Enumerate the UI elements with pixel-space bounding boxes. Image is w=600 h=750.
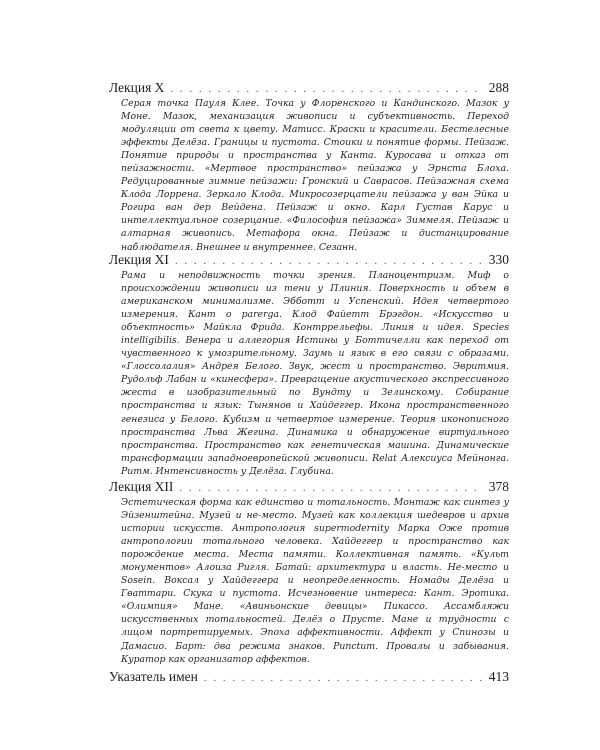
toc-entry-heading[interactable] xyxy=(109,80,509,97)
toc-entry-description: Эстетическая форма как единство и тотальность. Монтаж как синтез у Эйзенштейна. Музей и не-место. Музей как коллекция шедевров и архив истории искусств. Антропология supermodernity Марка Оже против антропологии тотального человека. Хайдеггер и пространство как порождение места. Места памяти. Коллективная память. «Культ монументов» Алоиза Ригля. Батай: архитектура и власть. Не-место и Sosein. Воксал у Хайдеггера и неопределенность. Номады Делёза и Гваттари. Скука и пустота. Исчезновение интереса: Кант. Эротика. «Олимпия» Мане. «Авиньонские девицы» Пикассо. Ассамбляжи искусственных тотальностей. Делёз о Прусте. Мане и трудности с лицом портретируемых. Эпоха аффективности. Аффект у Спинозы и Дамасио. Барт: два режима знаков. Punctum. Провалы и забывания. Куратор как организатор аффектов. xyxy=(121,497,509,665)
toc-entry-heading[interactable] xyxy=(109,252,509,269)
toc-entry-page-number: 330 xyxy=(488,252,509,267)
toc-entry-lecture-10 xyxy=(109,80,509,254)
toc-entry-heading[interactable] xyxy=(109,669,509,686)
toc-entry-title: Указатель имен xyxy=(109,669,198,684)
toc-entry-description: Серая точка Пауля Клее. Точка у Флоренского и Кандинского. Мазок у Моне. Мазок, механизация живописи и субъективность. Переход модуляции от света к цвету. Матисс. Краски и красители. Бестелесные эффекты Делёза. Границы и пустота. Стоики и понятие формы. Пейзаж. Понятие природы и пространства у Канта. Куросава и отказ от пейзажности. «Мертвое пространство» пейзажа у Эрнста Блоха. Редуцированные зимние пейзажи: Гронский и Саврасов. Пейзажная схема Клода Лоррена. Зеркало Клода. Микросозерцатели пейзажа у ван Эйка и Рогира ван дер Вейдена. Пейзаж и окно. Карл Густав Карус и интеллектуальное созерцание. «Философия пейзажа» Зиммеля. Пейзаж и алтарная живопись. Метафора окна. Пейзаж и дистанцирование наблюдателя. Внешнее и внутреннее. Сезанн. xyxy=(121,98,509,253)
dot-leader xyxy=(179,480,482,496)
toc-entry-heading[interactable] xyxy=(109,479,509,496)
toc-entry-page-number: 413 xyxy=(488,669,509,684)
toc-entry-description: Рама и неподвижность точки зрения. Планоцентризм. Миф о происхождении живописи из тени у Плиния. Поверхность и объем в американском минимализме. Эбботт и Успенский. Идея четвертого измерения. Кант о parerga. Клод Файетт Брэгдон. «Искусство и объектность» Майкла Фрида. Контррельефы. Линия и идея. Species intelligibilis. Венера и аллегория Истины у Боттичелли как переход от чувственного к умозрительному. Заумь и язык в его связи с образами. «Глоссолалия» Андрея Белого. Звук, жест и пространство. Эвритмия. Рудольф Лабан и «кинесфера». Превращение акустического экспрессивного жеста в изобразительный по Вундту и Зелинскому. Собирание пространства и язык: Тынянов и Хайдеггер. Икона пространственного генезиса у Белого. Кубизм и четвертое измерение. Теория иконописного пространства Льва Жегина. Динамика и обнаружение виртуального пространства. Пространство как генетическая машина. Динамические трансформации западноевропейской живописи. Relat Алексиуса Мейнонга. Ритм. Интенсивность у Делёза. Глубина. xyxy=(121,270,509,477)
dot-leader xyxy=(175,253,483,269)
dot-leader xyxy=(170,81,482,97)
toc-entry-title: Лекция XII xyxy=(109,479,174,494)
toc-entry-lecture-11 xyxy=(109,252,509,478)
toc-entry-title: Лекция XI xyxy=(109,252,169,267)
toc-entry-page-number: 378 xyxy=(488,479,509,494)
toc-entry-lecture-12 xyxy=(109,479,509,666)
toc-entry-title: Лекция X xyxy=(109,80,165,95)
toc-entry-page-number: 288 xyxy=(488,80,509,95)
toc-entry-name-index xyxy=(109,669,509,686)
dot-leader xyxy=(204,670,483,686)
